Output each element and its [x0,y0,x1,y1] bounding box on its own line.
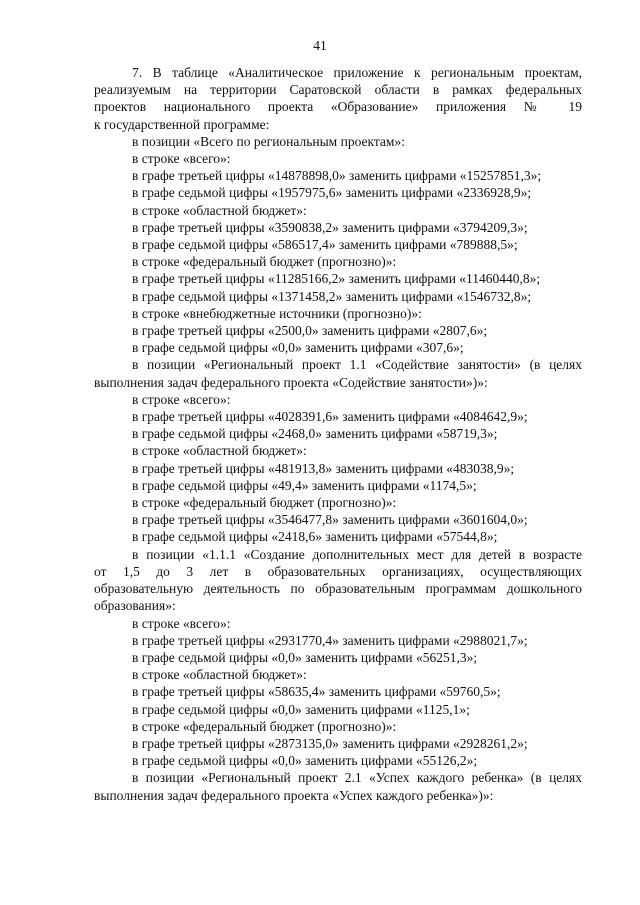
text-line: в строке «всего»: [132,615,231,631]
text-line: в строке «федеральный бюджет (прогнозно)»: [132,718,397,734]
text-line: в строке «всего»: [132,151,231,167]
text-line: в графе седьмой цифры «2468,0» заменить цифрами «58719,3»; [132,426,498,442]
text-line: в графе седьмой цифры «49,4» заменить цифрами «1174,5»; [132,477,477,493]
text-line: в графе седьмой цифры «0,0» заменить цифрами «307,6»; [132,340,464,356]
text-line: в графе третьей цифры «3590838,2» заменить цифрами «3794209,3»; [132,219,528,235]
text-line: в графе третьей цифры «4028391,6» заменить цифрами «4084642,9»; [132,409,528,425]
text-line: в строке «областной бюджет»: [132,667,307,683]
text-line: в графе третьей цифры «3546477,8» заменить цифрами «3601604,0»; [132,512,528,528]
text-line: в графе третьей цифры «2873135,0» заменить цифрами «2928261,2»; [132,735,528,751]
text-line: в графе седьмой цифры «0,0» заменить цифрами «56251,3»; [132,649,478,665]
text-line: образования»: [94,598,176,614]
text-line: от 1,5 до 3 лет в образовательных организациях, осуществляющих [94,563,582,579]
document-body [94,64,582,804]
page-number: 41 [313,38,327,53]
text-line: в строке «внебюджетные источники (прогнозно)»: [132,305,422,321]
text-line: в графе седьмой цифры «2418,6» заменить цифрами «57544,8»; [132,529,498,545]
text-line: образовательную деятельность по образовательным программам дошкольного [94,581,582,597]
text-line: в строке «федеральный бюджет (прогнозно)»: [132,254,397,270]
text-line: в графе седьмой цифры «1371458,2» заменить цифрами «1546732,8»; [132,288,532,304]
text-line: в графе третьей цифры «2931770,4» заменить цифрами «2988021,7»; [132,632,528,648]
text-line: в строке «всего»: [132,391,231,407]
text-line: в позиции «Всего по региональным проектам»: [132,133,405,149]
text-line: реализуемым на территории Саратовской области в рамках федеральных [94,82,582,98]
text-line: в позиции «Региональный проект 2.1 «Успех каждого ребенка» (в целях [132,770,582,786]
text-line: выполнения задач федерального проекта «Успех каждого ребенка»)»: [94,787,494,803]
text-line: в позиции «1.1.1 «Создание дополнительных мест для детей в возрасте [132,546,582,562]
text-line: 7. В таблице «Аналитическое приложение к региональным проектам, [132,65,582,80]
text-line: в графе третьей цифры «481913,8» заменить цифрами «483038,9»; [132,460,515,476]
text-line: в позиции «Региональный проект 1.1 «Содействие занятости» (в целях [132,357,582,373]
text-line: в строке «областной бюджет»: [132,202,307,218]
text-line: в графе седьмой цифры «0,0» заменить цифрами «1125,1»; [132,701,470,717]
text-line: в графе седьмой цифры «0,0» заменить цифрами «55126,2»; [132,753,478,769]
text-line: к государственной программе: [94,116,270,132]
text-line: проектов национального проекта «Образование» приложения № 19 [94,99,582,115]
text-line: в графе седьмой цифры «1957975,6» заменить цифрами «2336928,9»; [132,185,532,201]
text-line: в графе седьмой цифры «586517,4» заменить цифрами «789888,5»; [132,237,518,253]
text-line: в графе третьей цифры «14878898,0» заменить цифрами «15257851,3»; [132,168,542,184]
text-line: выполнения задач федерального проекта «Содействие занятости»)»: [94,374,488,390]
text-line: в строке «федеральный бюджет (прогнозно)»: [132,495,397,511]
text-line: в графе третьей цифры «58635,4» заменить цифрами «59760,5»; [132,684,501,700]
text-line: в строке «областной бюджет»: [132,443,307,459]
text-line: в графе третьей цифры «2500,0» заменить цифрами «2807,6»; [132,323,488,339]
text-line: в графе третьей цифры «11285166,2» заменить цифрами «11460440,8»; [132,271,541,287]
